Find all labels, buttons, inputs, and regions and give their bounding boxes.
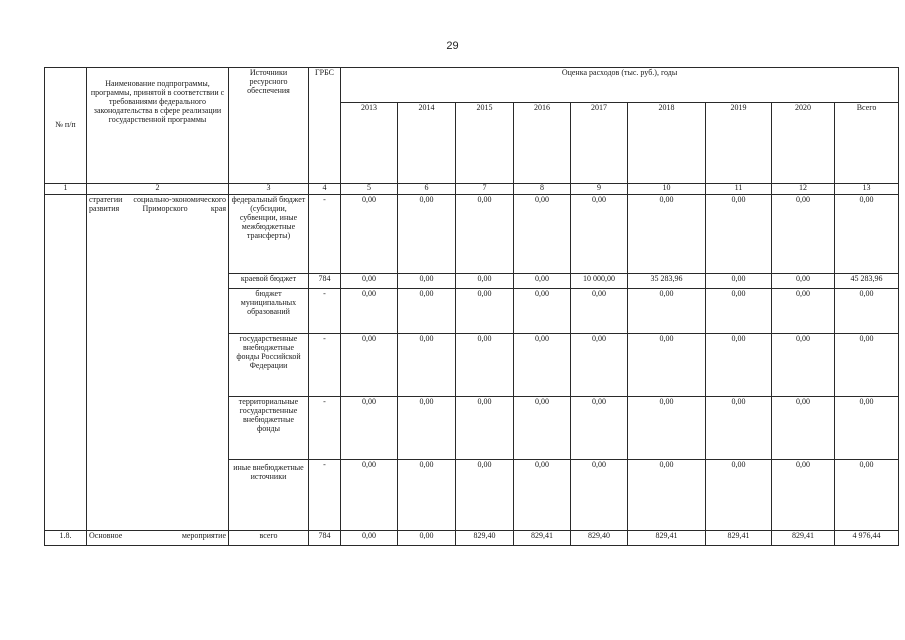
value-cell: 0,00 (628, 397, 706, 460)
value-cell: 0,00 (341, 334, 398, 397)
col-number: 4 (309, 184, 341, 195)
value-cell: 0,00 (398, 334, 456, 397)
value-cell: 0,00 (398, 531, 456, 546)
grbs-cell: - (309, 289, 341, 334)
header-grbs: ГРБС (309, 68, 341, 184)
table-row (45, 195, 899, 274)
table-row (45, 531, 899, 546)
header-year: 2020 (772, 103, 835, 184)
value-cell: 0,00 (772, 334, 835, 397)
source-cell: всего (229, 531, 309, 546)
value-cell: 0,00 (341, 289, 398, 334)
value-cell: 0,00 (341, 460, 398, 531)
value-cell: 829,41 (706, 531, 772, 546)
value-cell: 829,41 (628, 531, 706, 546)
value-cell: 0,00 (628, 460, 706, 531)
value-cell: 0,00 (571, 334, 628, 397)
header-year: 2017 (571, 103, 628, 184)
value-cell: 0,00 (341, 397, 398, 460)
value-cell: 0,00 (398, 397, 456, 460)
header-total: Всего (835, 103, 899, 184)
value-cell: 0,00 (772, 460, 835, 531)
value-cell: 0,00 (772, 274, 835, 289)
value-cell: 0,00 (571, 195, 628, 274)
header-name: Наименование подпрограммы, программы, принятой в соответствии с требованиями федерального законодательства в сфере реализации государственной программы (87, 68, 229, 184)
header-year: 2013 (341, 103, 398, 184)
value-cell: 0,00 (398, 274, 456, 289)
header-year: 2016 (514, 103, 571, 184)
col-number: 8 (514, 184, 571, 195)
source-cell: бюджет муниципальных образований (229, 289, 309, 334)
total-cell: 0,00 (835, 397, 899, 460)
total-cell: 4 976,44 (835, 531, 899, 546)
header-estimate: Оценка расходов (тыс. руб.), годы (341, 68, 899, 103)
value-cell: 829,40 (456, 531, 514, 546)
value-cell: 0,00 (571, 397, 628, 460)
source-cell: территориальные государственные внебюджетные фонды (229, 397, 309, 460)
value-cell: 0,00 (514, 460, 571, 531)
value-cell: 0,00 (772, 289, 835, 334)
header-year: 2018 (628, 103, 706, 184)
source-cell: иные внебюджетные источники (229, 460, 309, 531)
grbs-cell: - (309, 397, 341, 460)
value-cell: 0,00 (628, 195, 706, 274)
value-cell: 0,00 (706, 334, 772, 397)
value-cell: 0,00 (772, 397, 835, 460)
header-sources: Источники ресурсного обеспечения (229, 68, 309, 184)
row-num-cell: 1.8. (45, 531, 87, 546)
value-cell: 0,00 (514, 274, 571, 289)
total-cell: 0,00 (835, 195, 899, 274)
total-cell: 0,00 (835, 334, 899, 397)
value-cell: 0,00 (341, 531, 398, 546)
value-cell: 0,00 (398, 195, 456, 274)
value-cell: 0,00 (628, 289, 706, 334)
value-cell: 0,00 (341, 195, 398, 274)
value-cell: 0,00 (706, 289, 772, 334)
budget-table (44, 67, 899, 546)
value-cell: 829,41 (772, 531, 835, 546)
value-cell: 0,00 (341, 274, 398, 289)
value-cell: 0,00 (514, 289, 571, 334)
value-cell: 0,00 (456, 195, 514, 274)
col-number: 7 (456, 184, 514, 195)
row-num-cell (45, 195, 87, 531)
value-cell: 10 000,00 (571, 274, 628, 289)
grbs-cell: - (309, 334, 341, 397)
value-cell: 0,00 (706, 397, 772, 460)
value-cell: 0,00 (456, 334, 514, 397)
value-cell: 829,41 (514, 531, 571, 546)
value-cell: 0,00 (628, 334, 706, 397)
program-name-cell: стратегии социально-экономического развития Приморского края (87, 195, 229, 531)
value-cell: 0,00 (514, 334, 571, 397)
grbs-cell: 784 (309, 531, 341, 546)
grbs-cell: 784 (309, 274, 341, 289)
header-num: № п/п (45, 68, 87, 184)
grbs-cell: - (309, 460, 341, 531)
total-cell: 0,00 (835, 460, 899, 531)
page-number: 29 (446, 40, 459, 52)
value-cell: 0,00 (706, 195, 772, 274)
col-number: 12 (772, 184, 835, 195)
col-number: 6 (398, 184, 456, 195)
source-cell: федеральный бюджет (субсидии, субвенции, иные межбюджетные трансферты) (229, 195, 309, 274)
value-cell: 0,00 (706, 274, 772, 289)
value-cell: 0,00 (456, 274, 514, 289)
col-number: 2 (87, 184, 229, 195)
col-number: 11 (706, 184, 772, 195)
col-number: 13 (835, 184, 899, 195)
source-cell: государственные внебюджетные фонды Российской Федерации (229, 334, 309, 397)
col-number: 5 (341, 184, 398, 195)
col-number: 1 (45, 184, 87, 195)
value-cell: 0,00 (514, 195, 571, 274)
value-cell: 0,00 (706, 460, 772, 531)
value-cell: 0,00 (456, 460, 514, 531)
program-name-cell: Основное мероприятие (87, 531, 229, 546)
value-cell: 0,00 (398, 289, 456, 334)
header-year: 2019 (706, 103, 772, 184)
header-year: 2015 (456, 103, 514, 184)
value-cell: 0,00 (571, 460, 628, 531)
column-numbers-row (45, 184, 899, 195)
col-number: 9 (571, 184, 628, 195)
value-cell: 0,00 (456, 397, 514, 460)
value-cell: 0,00 (514, 397, 571, 460)
total-cell: 45 283,96 (835, 274, 899, 289)
source-cell: краевой бюджет (229, 274, 309, 289)
value-cell: 35 283,96 (628, 274, 706, 289)
value-cell: 0,00 (571, 289, 628, 334)
value-cell: 0,00 (772, 195, 835, 274)
col-number: 3 (229, 184, 309, 195)
total-cell: 0,00 (835, 289, 899, 334)
value-cell: 0,00 (398, 460, 456, 531)
header-year: 2014 (398, 103, 456, 184)
value-cell: 829,40 (571, 531, 628, 546)
col-number: 10 (628, 184, 706, 195)
value-cell: 0,00 (456, 289, 514, 334)
grbs-cell: - (309, 195, 341, 274)
